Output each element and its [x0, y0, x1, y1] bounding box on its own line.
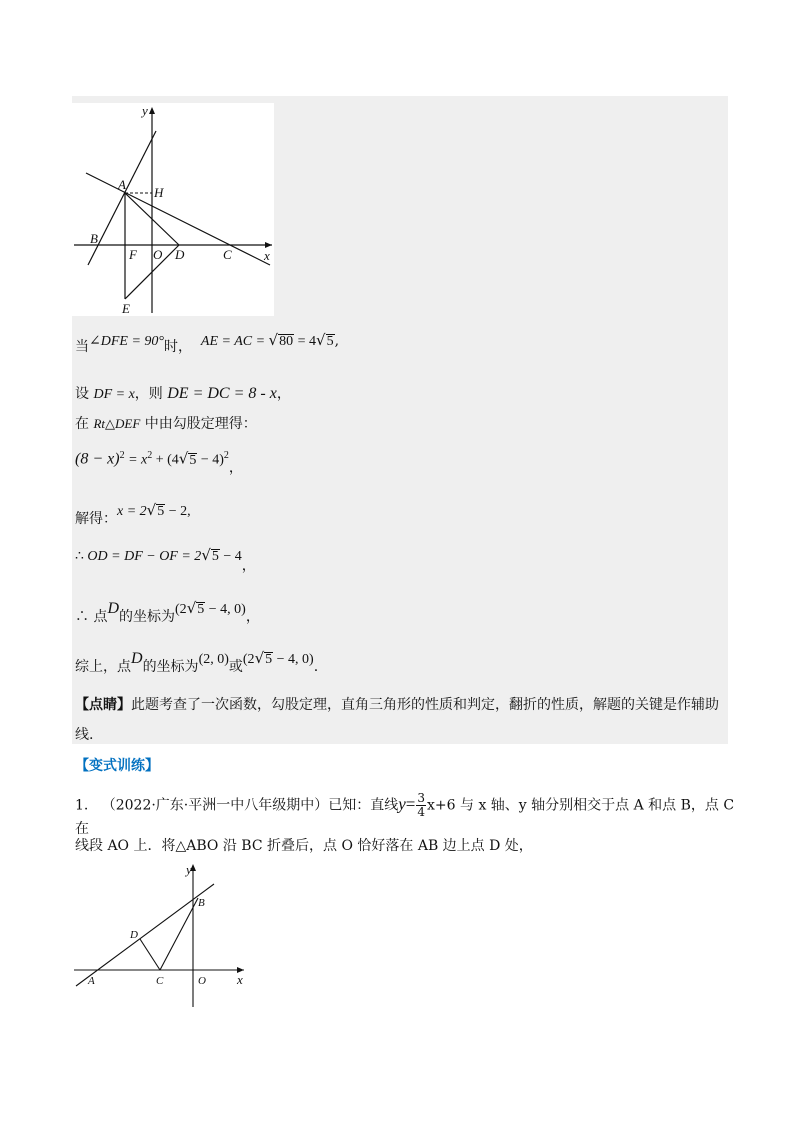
math: AE = AC = — [200, 334, 269, 349]
training-heading — [75, 756, 159, 776]
solution-line-8: 综上，点D的坐标为(2, 0)或(2√5 − 4, 0). — [75, 649, 319, 675]
segment-dc — [140, 939, 160, 970]
math: OD = DF − OF = 2 — [87, 549, 202, 564]
math-radicand: 5 — [265, 652, 273, 667]
question-number: 1. — [75, 797, 89, 814]
math-radicand: 5 — [189, 452, 197, 468]
label-b-2: B — [198, 897, 205, 909]
figure-coordinate-folding — [72, 103, 274, 316]
text: ， — [276, 386, 291, 402]
label-e: E — [122, 301, 130, 316]
text: 解得： — [75, 511, 117, 527]
math: − 4, 0) — [273, 652, 314, 667]
math: (8 − x) — [75, 450, 120, 468]
figure-1-svg — [72, 103, 274, 316]
math-radicand: 5 — [157, 504, 165, 519]
label-d-2: D — [130, 929, 138, 941]
math-radicand: 80 — [279, 334, 294, 349]
solution-line-2 — [75, 384, 291, 405]
label-c-2: C — [156, 975, 164, 987]
text: ， — [241, 558, 256, 574]
math: = x — [124, 452, 148, 468]
text: 或 — [228, 659, 243, 675]
math: (2 — [242, 652, 255, 667]
math-y: y — [398, 794, 406, 814]
y-axis-arrow — [149, 107, 155, 114]
math: (2, 0) — [198, 652, 229, 667]
text: ∴ 点 — [75, 609, 108, 625]
comment-text: 此题考查了一次函数，勾股定理，直角三角形的性质和判定，翻折的性质，解题的关键是作辅助线. — [75, 697, 719, 743]
solution-line-1: 当∠DFE = 90°时， AE = AC = √80 = 4√5, — [75, 331, 340, 355]
text: 的坐标为 — [142, 659, 199, 675]
comment-heading: 【点睛】 — [75, 697, 131, 713]
solution-line-5: 解得：x = 2√5 − 2, — [75, 501, 191, 527]
label-x: x — [264, 248, 270, 263]
math-sup: 2 — [147, 450, 153, 461]
math-radicand: 5 — [326, 334, 334, 349]
question-text: x+6 与 x 轴、y 轴分别相交于点 A 和点 B，点 C 在 — [75, 797, 735, 837]
text: ， — [245, 609, 260, 625]
math: DE = DC = 8 - x — [167, 385, 277, 402]
question-1 — [75, 792, 735, 839]
math: = 4 — [294, 334, 317, 349]
text: 设 — [75, 386, 94, 402]
math: Rt△DEF — [93, 416, 141, 431]
solution-line-7: ∴ 点D的坐标为(2√5 − 4, 0)， — [75, 599, 260, 625]
math: DF = x — [93, 387, 135, 402]
math-sup: 2 — [119, 450, 125, 461]
text: 当 — [75, 339, 89, 355]
label-d: D — [175, 247, 185, 262]
label-a-2: A — [88, 975, 95, 987]
math-eq: = — [405, 794, 416, 814]
label-o: O — [153, 247, 163, 262]
math: (2 — [175, 602, 187, 617]
label-a: A — [118, 177, 126, 192]
fraction-3-4 — [416, 792, 426, 819]
label-y: y — [142, 103, 148, 118]
math-point-d: D — [107, 600, 120, 617]
text: 在 — [75, 416, 94, 432]
solution-line-4: $(8 - x)^2 = x^2 + (4√5 - 4)^2$， — [75, 449, 243, 476]
label-o-2: O — [198, 975, 206, 987]
question-text: 线段 AO 上．将△ABO 沿 BC 折叠后，点 O 恰好落在 AB 边上点 D 处， — [75, 838, 533, 854]
text: 时， — [164, 339, 192, 355]
solution-line-6: ∴ OD = DF − OF = 2√5 − 4， — [75, 546, 256, 574]
solution-line-3 — [75, 414, 257, 434]
text: , — [334, 333, 340, 349]
math: − 2, — [165, 504, 191, 519]
fraction-denominator: 4 — [417, 805, 426, 819]
math-radicand: 5 — [211, 549, 219, 564]
text: 综上，点 — [75, 659, 131, 675]
math: x = 2 — [117, 504, 147, 519]
math-sup: 2 — [223, 450, 229, 461]
text: 中由勾股定理得： — [140, 416, 257, 432]
text: ，则 — [134, 386, 168, 402]
math: ∴ — [75, 549, 88, 564]
question-text: （2022·广东·平洲一中八年级期中）已知：直线 — [101, 797, 399, 814]
question-1-line-2 — [75, 836, 735, 856]
training-heading-text: 【变式训练】 — [75, 758, 159, 774]
fraction-numerator: 3 — [417, 791, 426, 805]
figure-2-svg — [72, 862, 252, 1012]
math-radicand: 5 — [197, 602, 205, 617]
label-y-2: y — [186, 862, 192, 877]
label-x-2: x — [237, 972, 243, 987]
math-angle: ∠DFE = 90° — [89, 334, 164, 349]
math: − 4 — [219, 549, 242, 564]
text: ， — [228, 459, 243, 476]
text: . — [313, 659, 319, 675]
math: + (4 — [152, 452, 179, 468]
text: 的坐标为 — [119, 609, 176, 625]
comment-paragraph — [75, 690, 730, 750]
segment-bc — [160, 898, 198, 970]
math: − 4) — [197, 452, 224, 468]
label-c: C — [223, 247, 232, 262]
math: − 4, 0) — [205, 602, 246, 617]
label-b: B — [90, 231, 98, 246]
label-f: F — [129, 247, 137, 262]
math-point-d: D — [131, 650, 143, 667]
label-h: H — [154, 185, 164, 200]
